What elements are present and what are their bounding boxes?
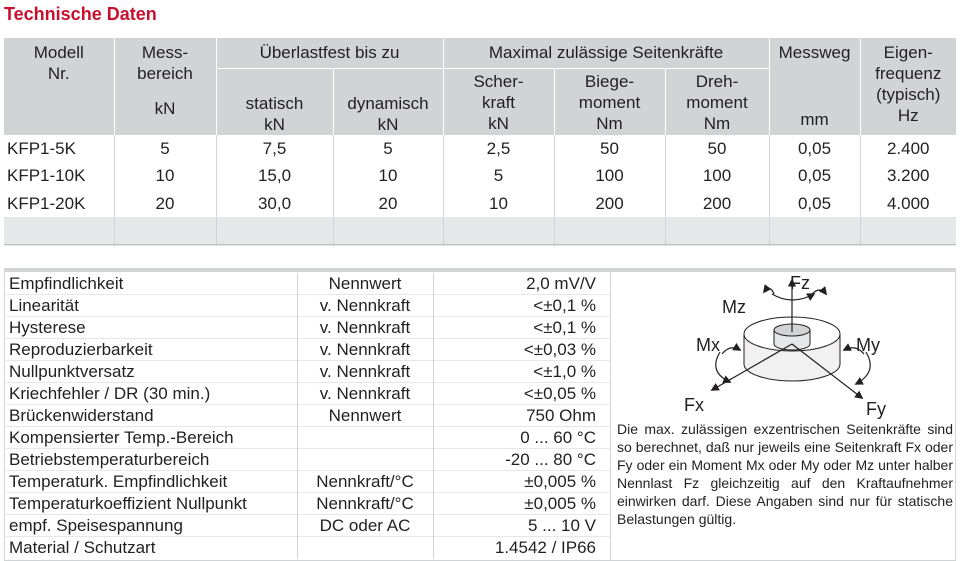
cell-frequency: 4.000 [860,190,956,218]
header-frequency: Eigen- frequenz (typisch) Hz [860,38,956,135]
label-fx: Fx [684,395,704,415]
cell-value: 5 ... 10 V [433,515,610,537]
cell-value: ±0,005 % [433,493,610,515]
table-row [4,273,610,295]
cell-torsion: 200 [665,190,769,218]
cell-value: 750 Ohm [433,405,610,427]
cell-range: 10 [114,162,216,190]
load-cell-drawing [612,272,956,422]
label-fz: Fz [790,273,810,293]
table-row [4,135,956,163]
cell-travel: 0,05 [769,135,860,163]
table-row [4,162,956,190]
header-shear: Scher- kraft kN [443,68,554,135]
cell-dynamic: 5 [333,135,443,163]
table-row [4,361,610,383]
cell-frequency: 2.400 [860,135,956,163]
table-row [4,427,610,449]
header-range: Mess- bereich kN [114,38,216,135]
cell-bending: 50 [554,135,665,163]
header-static: statisch kN [216,68,333,135]
cell-dynamic: 10 [333,162,443,190]
cell-travel: 0,05 [769,190,860,218]
cell-parameter: Material / Schutzart [4,537,297,559]
cell-value: -20 ... 80 °C [433,449,610,471]
cell-value: <±0,03 % [433,339,610,361]
cell-parameter: Hysterese [4,317,297,339]
cell-reference: Nennwert [297,273,433,295]
cell-parameter: Betriebstemperaturbereich [4,449,297,471]
page-title: Technische Daten [4,4,157,24]
cell-reference [297,449,433,471]
label-mx: Mx [696,335,720,355]
label-mz: Mz [722,297,746,317]
cell-parameter: Nullpunktversatz [4,361,297,383]
cell-model: KFP1-10K [4,162,114,190]
cell-value: 2,0 mV/V [526,274,596,294]
table-row [4,471,610,493]
cell-reference: v. Nennkraft [297,317,433,339]
cell-parameter: Linearität [4,295,297,317]
cell-parameter: Kompensierter Temp.-Bereich [4,427,297,449]
cell-model: KFP1-5K [4,135,114,163]
cell-reference: v. Nennkraft [297,339,433,361]
characteristics-table [4,273,610,559]
cell-parameter: Kriechfehler / DR (30 min.) [4,383,297,405]
header-travel: Messweg mm [769,38,860,135]
cell-frequency: 3.200 [860,162,956,190]
cell-parameter: Temperaturkoeffizient Nullpunkt [4,493,297,515]
cell-reference: Nennwert [297,405,433,427]
cell-reference [297,537,433,559]
cell-value: ±0,005 % [433,471,610,493]
specs-table [4,38,956,246]
header-sideforce: Maximal zulässige Seitenkräfte [443,38,769,68]
cell-parameter: Empfindlichkeit [9,274,124,294]
empty-row [4,217,956,246]
header-torsion: Dreh- moment Nm [665,68,769,135]
table-row [4,190,956,218]
header-dynamic: dynamisch kN [333,68,443,135]
cell-value: <±0,1 % [433,317,610,339]
cell-static: 7,5 [216,135,333,163]
cell-bending: 200 [554,190,665,218]
cell-range: 20 [114,190,216,218]
cell-value: 1.4542 / IP66 [433,537,610,559]
cell-model: KFP1-20K [4,190,114,218]
cell-reference: v. Nennkraft [297,383,433,405]
cell-reference: Nennkraft/°C [297,471,433,493]
table-row [4,449,610,471]
footnote: Die max. zulässigen exzentrischen Seitenkräfte sind so berechnet, daß nur jeweils eine Seitenkraft Fx oder Fy oder ein Moment Mx oder My oder Mz unter halber Nennlast Fz gleichzeitig auf den Kraftaufnehmer einwirken darf. Diese Angaben sind nur für statische Belastungen gültig. [617,421,953,527]
cell-parameter: Brückenwiderstand [4,405,297,427]
cell-value: <±1,0 % [433,361,610,383]
cell-range: 5 [114,135,216,163]
header-overload: Überlastfest bis zu [216,38,443,68]
table-row [4,383,610,405]
cell-reference: DC oder AC [297,515,433,537]
cell-value: <±0,1 % [433,295,610,317]
cell-parameter: Reproduzierbarkeit [4,339,297,361]
cell-reference [297,427,433,449]
cell-travel: 0,05 [769,162,860,190]
cell-torsion: 100 [665,162,769,190]
cell-static: 30,0 [216,190,333,218]
label-fy: Fy [866,399,886,419]
cell-value: <±0,05 % [433,383,610,405]
cell-parameter: empf. Speisespannung [4,515,297,537]
label-my: My [856,335,880,355]
header-model: Modell Nr. [4,38,114,135]
header-bending: Biege- moment Nm [554,68,665,135]
cell-shear: 5 [443,162,554,190]
divider [610,272,611,561]
table-row [4,515,610,537]
divider [4,244,956,245]
table-row [4,493,610,515]
cell-shear: 2,5 [443,135,554,163]
cell-reference: Nennkraft/°C [297,493,433,515]
cell-static: 15,0 [216,162,333,190]
cell-bending: 100 [554,162,665,190]
cell-dynamic: 20 [333,190,443,218]
table-row [4,295,610,317]
table-row [4,537,610,559]
cell-parameter: Temperaturk. Empfindlichkeit [4,471,297,493]
cell-torsion: 50 [665,135,769,163]
cell-value: 0 ... 60 °C [433,427,610,449]
cell-shear: 10 [443,190,554,218]
table-row [4,317,610,339]
cell-reference: v. Nennkraft [297,295,433,317]
table-row [4,339,610,361]
force-diagram [612,272,956,422]
table-row [4,405,610,427]
cell-reference: v. Nennkraft [297,361,433,383]
